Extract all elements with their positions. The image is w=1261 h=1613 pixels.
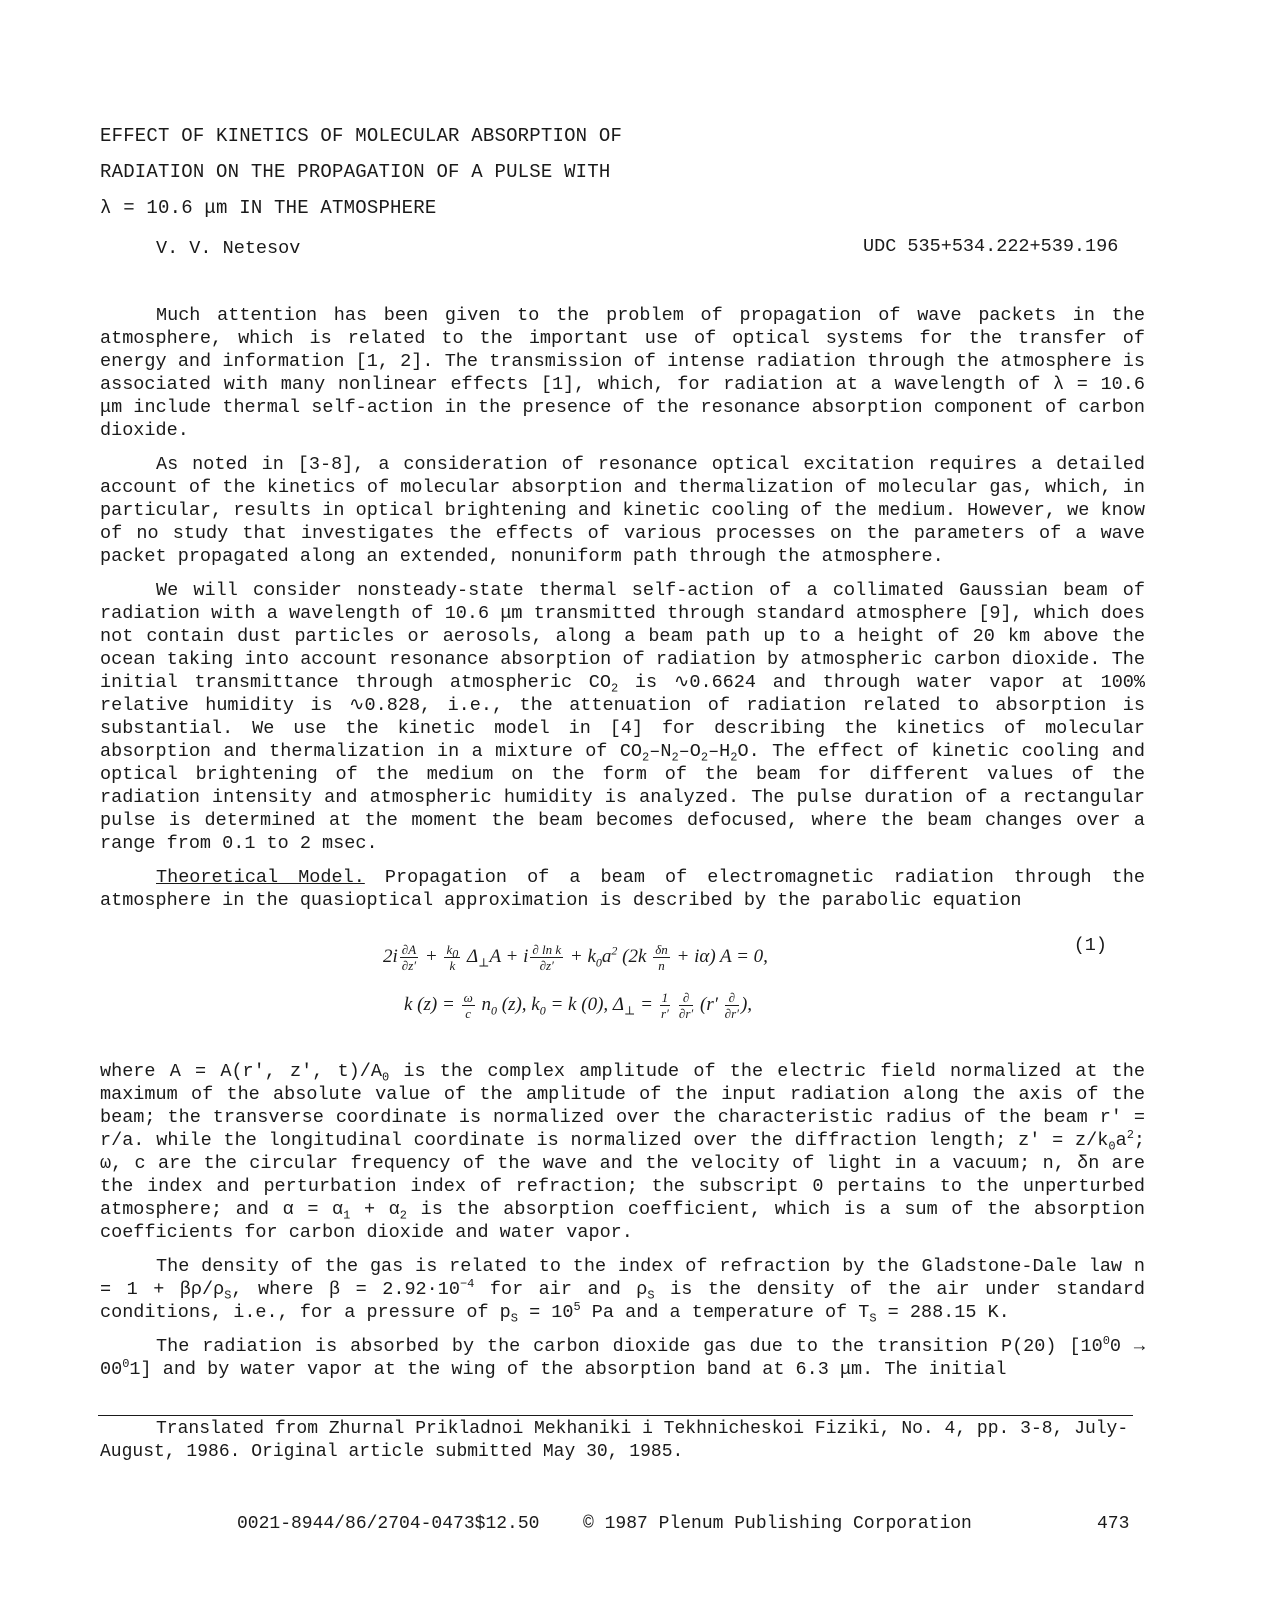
section-heading: Theoretical Model.: [156, 867, 365, 888]
author-name: V. V. Netesov: [156, 238, 301, 259]
equation-number: (1): [1073, 935, 1107, 956]
title-line-3: λ = 10.6 μm IN THE ATMOSPHERE: [100, 197, 437, 219]
udc-code: UDC 535+534.222+539.196: [863, 236, 1119, 257]
copyright-notice: © 1987 Plenum Publishing Corporation: [583, 1514, 972, 1534]
paragraph-4: Theoretical Model. Propagation of a beam of electromagnetic radiation through the atmosphere in the quasioptical approximation is described by the parabolic equation: [100, 867, 1145, 911]
paper-title: [100, 118, 622, 226]
paragraph-3: We will consider nonsteady-state thermal self-action of a collimated Gaussian beam of radiation with a wavelength of 10.6 μm transmitted through standard atmosphere [9], which does not contain dust particles or aerosols, along a beam path up to a height of 20 km above the ocean taking into account resonance absorption of radiation by atmospheric carbon dioxide. The initial transmittance through atmospheric $CO_2$ is ∿0.6624 and through water vapor at 100% relative humidity is ∿0.828, i.e., the attenuation of radiation related to absorption is substantial. We use the kinetic model in [4] for describing the kinetics of molecular absorption and thermalization in a mixture of $CO_2-N_2-O_2-H_2O$. The effect of kinetic cooling and optical brightening of the medium on the form of the beam for different values of the radiation intensity and atmospheric humidity is analyzed. The pulse duration of a rectangular pulse is determined at the moment the beam becomes defocused, where the beam changes over a range from 0.1 to 2 msec.: [100, 580, 1146, 854]
translation-footnote: Translated from Zhurnal Prikladnoi Mekhaniki i Tekhnicheskoi Fiziki, No. 4, pp. 3-8, July-August, 1986. Original article submitted May 30, 1985.: [100, 1419, 1129, 1462]
paragraph-7: The radiation is absorbed by the carbon dioxide gas due to the transition P(20) $[10^00 \to 00^01]$ and by water vapor at the wing of the absorption band at 6.3 μm. The initial: [100, 1333, 1145, 1380]
title-line-1: EFFECT OF KINETICS OF MOLECULAR ABSORPTION OF: [100, 125, 623, 147]
title-line-2: RADIATION ON THE PROPAGATION OF A PULSE WITH: [100, 161, 611, 183]
article-body: [100, 304, 1145, 1392]
page-number: 473: [1097, 1514, 1130, 1534]
paragraph-5: where A = A(r', z', $t)/A_0$ is the complex amplitude of the electric field normalized at the maximum of the absolute value of the amplitude of the input radiation along the axis of the beam; the transverse coordinate is normalized over the characteristic radius of the beam r' = r/a. while the longitudinal coordinate is normalized over the diffraction length; $z' = z/k_0a^2$; ω, c are the circular frequency of the wave and the velocity of light in a vacuum; n, δn are the index and perturbation index of refraction; the subscript 0 pertains to the unperturbed atmosphere; and $\alpha = \alpha_1 + \alpha_2$ is the absorption coefficient, which is a sum of the absorption coefficients for carbon dioxide and water vapor.: [100, 1061, 1146, 1243]
paragraph-6: The density of the gas is related to the index of refraction by the Gladstone-Dale law $n = 1 + \beta\rho/\rho_S$, where $\beta = 2.92\cdot 10^{-4}$ for air and $\rho_S$ is the density of the air under standard conditions, i.e., for a pressure of $p_S = 10^5$ Pa and a temperature of $T_S = 288.15$ K.: [100, 1256, 1145, 1326]
footnote-divider: [98, 1415, 1133, 1416]
article-code: 0021-8944/86/2704-0473$12.50: [237, 1514, 540, 1534]
paragraph-2: As noted in [3-8], a consideration of resonance optical excitation requires a detailed account of the kinetics of molecular absorption and thermalization of molecular gas, which, in particular, results in optical brightening and kinetic cooling of the medium. However, we know of no study that investigates the effects of various processes on the parameters of a wave packet propagated along an extended, nonuniform path through the atmosphere.: [100, 454, 1145, 567]
equation-line-2: k (z) = $\frac{\omega}{c}$ $n_0$ (z), $k_0 = k$ (0), $\Delta_\perp$ = $\frac{1}{r'}$ $\frac{\partial}{\partial r'}$ (r′ $\frac{\partial}{\partial r'}$ ),: [404, 990, 753, 1021]
equation-1: [100, 924, 1145, 1050]
paragraph-1: Much attention has been given to the problem of propagation of wave packets in the atmosphere, which is related to the important use of optical systems for the transfer of energy and information [1, 2]. The transmission of intense radiation through the atmosphere is associated with many nonlinear effects [1], which, for radiation at a wavelength of λ = 10.6 μm include thermal self-action in the presence of the resonance absorption component of carbon dioxide.: [100, 305, 1145, 441]
equation-line-1: 2i $\frac{\partial A}{\partial z'}$ + $\frac{k_0}{k}$ $\Delta_\perp A + i$ $\frac{\text{∂ ln k}}{\partial z'}$ + $k_0a^2$ (2k $\frac{\delta n}{n}$ + iα) A = 0,: [383, 942, 768, 973]
